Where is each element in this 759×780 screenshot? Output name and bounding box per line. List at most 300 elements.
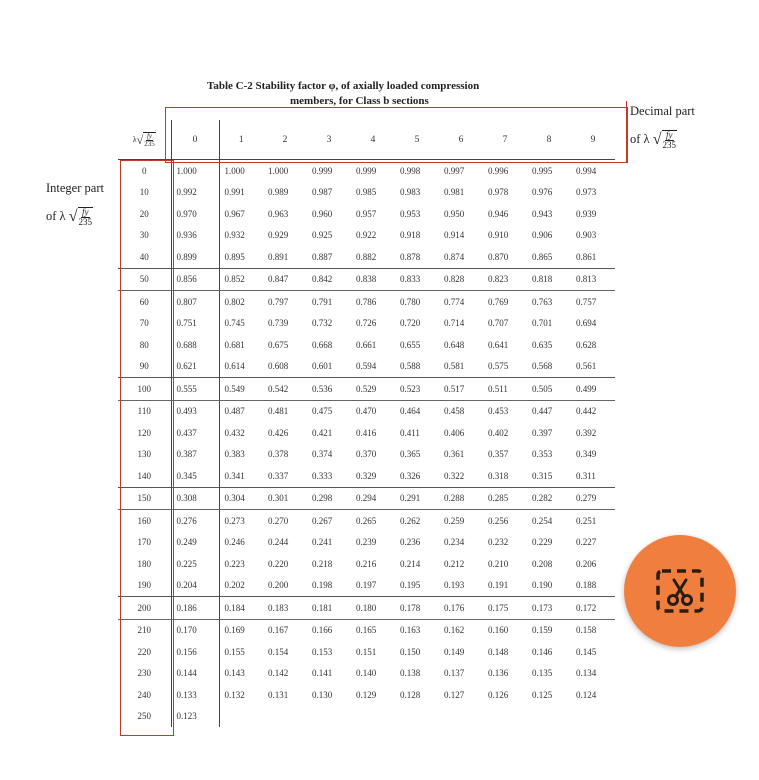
value-cell: 0.144 bbox=[171, 663, 219, 685]
value-cell: 0.298 bbox=[307, 487, 351, 510]
column-header-3: 3 bbox=[307, 120, 351, 160]
value-cell bbox=[351, 706, 395, 728]
value-cell: 0.852 bbox=[219, 268, 263, 291]
value-cell: 0.861 bbox=[576, 251, 597, 262]
value-cell: 0.188 bbox=[576, 580, 597, 591]
value-cell: 0.939 bbox=[576, 208, 597, 219]
value-cell: 0.294 bbox=[351, 487, 395, 510]
value-cell: 0.487 bbox=[224, 406, 245, 417]
value-cell: 0.985 bbox=[356, 187, 377, 198]
value-cell: 0.158 bbox=[576, 625, 597, 636]
value-cell: 0.365 bbox=[400, 449, 421, 460]
value-cell: 0.374 bbox=[312, 449, 333, 460]
value-cell: 0.402 bbox=[488, 427, 509, 438]
value-cell: 0.694 bbox=[576, 318, 597, 329]
value-cell: 0.635 bbox=[532, 339, 553, 350]
value-cell bbox=[307, 706, 351, 728]
row-key-cell: 220 bbox=[118, 641, 171, 663]
row-key-cell: 140 bbox=[118, 465, 171, 487]
column-header-2: 2 bbox=[263, 120, 307, 160]
value-cell: 0.232 bbox=[488, 537, 509, 548]
table-row bbox=[118, 619, 615, 641]
value-cell: 0.259 bbox=[444, 515, 465, 526]
value-cell: 0.833 bbox=[395, 268, 439, 291]
row-key-cell: 30 bbox=[118, 225, 171, 247]
value-cell: 1.000 bbox=[171, 160, 219, 182]
row-key-cell: 70 bbox=[118, 313, 171, 335]
value-cell: 0.333 bbox=[312, 470, 333, 481]
lambda-corner-cell: λ √ $\frac{fy}{235}$ bbox=[118, 120, 171, 160]
value-cell: 0.143 bbox=[224, 668, 245, 679]
value-cell: 0.432 bbox=[224, 427, 245, 438]
value-cell: 0.234 bbox=[444, 537, 465, 548]
value-cell: 0.774 bbox=[444, 296, 465, 307]
value-cell: 0.378 bbox=[268, 449, 289, 460]
value-cell: 0.701 bbox=[532, 318, 553, 329]
value-cell: 0.246 bbox=[224, 537, 245, 548]
value-cell: 0.675 bbox=[268, 339, 289, 350]
value-cell: 0.193 bbox=[444, 580, 465, 591]
row-key-cell: 110 bbox=[118, 400, 171, 422]
value-cell: 0.315 bbox=[532, 470, 553, 481]
value-cell: 0.150 bbox=[400, 646, 421, 657]
value-cell: 0.160 bbox=[488, 625, 509, 636]
value-cell: 0.929 bbox=[268, 230, 289, 241]
decimal-part-label: Decimal part bbox=[630, 104, 695, 118]
row-key-cell: 150 bbox=[118, 487, 171, 510]
value-cell: 0.141 bbox=[312, 668, 333, 679]
value-cell: 0.856 bbox=[171, 268, 219, 291]
table-row bbox=[118, 706, 615, 728]
value-cell: 0.311 bbox=[576, 470, 596, 481]
value-cell: 0.172 bbox=[571, 597, 615, 620]
value-cell: 0.493 bbox=[171, 400, 219, 422]
value-cell: 0.720 bbox=[400, 318, 421, 329]
value-cell: 0.688 bbox=[171, 334, 219, 356]
value-cell: 1.000 bbox=[263, 160, 307, 182]
value-cell: 0.505 bbox=[527, 378, 571, 401]
value-cell: 0.870 bbox=[488, 251, 509, 262]
value-cell: 0.176 bbox=[439, 597, 483, 620]
value-cell: 0.202 bbox=[224, 580, 245, 591]
value-cell: 0.218 bbox=[312, 558, 333, 569]
table-title-line2: members, for Class b sections bbox=[290, 95, 429, 107]
sqrt-formula: √ $\frac{fy}{235}$ bbox=[68, 207, 93, 227]
value-cell: 0.581 bbox=[444, 361, 465, 372]
value-cell: 0.191 bbox=[488, 580, 509, 591]
value-cell: 0.206 bbox=[576, 558, 597, 569]
value-cell: 0.668 bbox=[312, 339, 333, 350]
value-cell: 0.136 bbox=[488, 668, 509, 679]
screenshot-crop-button[interactable] bbox=[624, 535, 736, 647]
value-cell: 0.304 bbox=[219, 487, 263, 510]
value-cell: 0.732 bbox=[312, 318, 333, 329]
row-key-cell: 20 bbox=[118, 203, 171, 225]
value-cell: 0.828 bbox=[439, 268, 483, 291]
value-cell: 0.341 bbox=[224, 470, 245, 481]
value-cell: 0.159 bbox=[532, 625, 553, 636]
value-cell: 0.874 bbox=[444, 251, 465, 262]
value-cell bbox=[395, 706, 439, 728]
value-cell: 0.285 bbox=[483, 487, 527, 510]
value-cell: 0.195 bbox=[400, 580, 421, 591]
value-cell: 0.229 bbox=[532, 537, 553, 548]
value-cell: 0.967 bbox=[224, 208, 245, 219]
row-key-cell: 230 bbox=[118, 663, 171, 685]
value-cell: 0.437 bbox=[171, 422, 219, 444]
value-cell: 1.000 bbox=[219, 160, 263, 182]
value-cell: 0.138 bbox=[400, 668, 421, 679]
value-cell: 0.936 bbox=[171, 225, 219, 247]
value-cell: 0.387 bbox=[171, 444, 219, 466]
value-cell: 0.925 bbox=[312, 230, 333, 241]
value-cell: 0.996 bbox=[483, 160, 527, 182]
value-cell: 0.994 bbox=[571, 160, 615, 182]
value-cell: 0.891 bbox=[268, 251, 289, 262]
value-cell: 0.337 bbox=[268, 470, 289, 481]
value-cell: 0.608 bbox=[268, 361, 289, 372]
value-cell: 0.239 bbox=[356, 537, 377, 548]
value-cell: 0.910 bbox=[488, 230, 509, 241]
value-cell: 0.960 bbox=[312, 208, 333, 219]
table-row bbox=[118, 225, 615, 247]
value-cell: 0.270 bbox=[268, 515, 289, 526]
table-row bbox=[118, 291, 615, 313]
table-row bbox=[118, 160, 615, 182]
value-cell: 0.162 bbox=[444, 625, 465, 636]
table-row bbox=[118, 422, 615, 444]
value-cell: 0.173 bbox=[527, 597, 571, 620]
value-cell: 0.282 bbox=[527, 487, 571, 510]
value-cell bbox=[439, 706, 483, 728]
value-cell: 0.887 bbox=[312, 251, 333, 262]
value-cell: 0.999 bbox=[351, 160, 395, 182]
value-cell: 0.943 bbox=[532, 208, 553, 219]
value-cell: 0.464 bbox=[400, 406, 421, 417]
value-cell: 0.601 bbox=[312, 361, 333, 372]
value-cell: 0.797 bbox=[268, 296, 289, 307]
row-key-cell: 10 bbox=[118, 182, 171, 204]
row-key-cell: 60 bbox=[118, 291, 171, 313]
value-cell: 0.197 bbox=[356, 580, 377, 591]
value-cell: 0.575 bbox=[488, 361, 509, 372]
column-header-7: 7 bbox=[483, 120, 527, 160]
column-header-6: 6 bbox=[439, 120, 483, 160]
value-cell: 0.223 bbox=[224, 558, 245, 569]
value-cell: 0.279 bbox=[571, 487, 615, 510]
value-cell: 0.523 bbox=[395, 378, 439, 401]
value-cell: 0.739 bbox=[268, 318, 289, 329]
integer-lambda-formula: of λ √ $\frac{fy}{235}$ bbox=[46, 207, 93, 227]
column-header-4: 4 bbox=[351, 120, 395, 160]
value-cell: 0.170 bbox=[171, 619, 219, 641]
decimal-lambda-formula: of λ √ $\frac{fy}{235}$ bbox=[630, 130, 677, 150]
value-cell: 0.842 bbox=[307, 268, 351, 291]
row-key-cell: 130 bbox=[118, 444, 171, 466]
value-cell: 0.882 bbox=[356, 251, 377, 262]
table-row bbox=[118, 182, 615, 204]
table-row bbox=[118, 203, 615, 225]
value-cell: 0.236 bbox=[400, 537, 421, 548]
value-cell: 0.957 bbox=[356, 208, 377, 219]
value-cell bbox=[571, 706, 615, 728]
value-cell: 0.426 bbox=[268, 427, 289, 438]
value-cell: 0.542 bbox=[263, 378, 307, 401]
column-header-9: 9 bbox=[571, 120, 615, 160]
value-cell: 0.411 bbox=[400, 427, 420, 438]
value-cell: 0.970 bbox=[171, 203, 219, 225]
row-key-cell: 180 bbox=[118, 553, 171, 575]
value-cell: 0.648 bbox=[444, 339, 465, 350]
value-cell: 0.225 bbox=[171, 553, 219, 575]
value-cell: 0.475 bbox=[312, 406, 333, 417]
value-cell: 0.614 bbox=[224, 361, 245, 372]
value-cell: 0.308 bbox=[171, 487, 219, 510]
table-row bbox=[118, 246, 615, 268]
row-key-cell: 240 bbox=[118, 684, 171, 706]
value-cell: 0.273 bbox=[224, 515, 245, 526]
value-cell: 0.786 bbox=[356, 296, 377, 307]
value-cell: 0.807 bbox=[171, 291, 219, 313]
value-cell: 0.499 bbox=[571, 378, 615, 401]
column-header-1: 1 bbox=[219, 120, 263, 160]
value-cell: 0.818 bbox=[527, 268, 571, 291]
table-row bbox=[118, 641, 615, 663]
row-key-cell: 50 bbox=[118, 268, 171, 291]
value-cell: 0.186 bbox=[171, 597, 219, 620]
value-cell: 0.978 bbox=[488, 187, 509, 198]
value-cell: 0.987 bbox=[312, 187, 333, 198]
value-cell: 0.267 bbox=[312, 515, 333, 526]
row-key-cell: 160 bbox=[118, 510, 171, 532]
value-cell: 0.301 bbox=[263, 487, 307, 510]
value-cell: 0.345 bbox=[171, 465, 219, 487]
value-cell: 0.838 bbox=[351, 268, 395, 291]
value-cell: 0.992 bbox=[171, 182, 219, 204]
value-cell: 0.148 bbox=[488, 646, 509, 657]
value-cell: 0.262 bbox=[400, 515, 421, 526]
table-row bbox=[118, 510, 615, 532]
value-cell: 0.241 bbox=[312, 537, 333, 548]
value-cell: 0.555 bbox=[171, 378, 219, 401]
table-row bbox=[118, 575, 615, 597]
value-cell: 0.132 bbox=[224, 689, 245, 700]
value-cell: 0.588 bbox=[400, 361, 421, 372]
value-cell: 0.175 bbox=[483, 597, 527, 620]
row-key-cell: 200 bbox=[118, 597, 171, 620]
value-cell: 0.154 bbox=[268, 646, 289, 657]
value-cell: 0.123 bbox=[171, 706, 219, 728]
table-title bbox=[207, 79, 547, 109]
value-cell: 0.470 bbox=[356, 406, 377, 417]
value-cell: 0.453 bbox=[488, 406, 509, 417]
value-cell bbox=[483, 706, 527, 728]
value-cell: 0.140 bbox=[356, 668, 377, 679]
value-cell: 0.169 bbox=[224, 625, 245, 636]
value-cell: 0.995 bbox=[527, 160, 571, 182]
row-key-cell: 90 bbox=[118, 356, 171, 378]
row-key-cell: 80 bbox=[118, 334, 171, 356]
value-cell: 0.568 bbox=[532, 361, 553, 372]
value-cell: 0.227 bbox=[576, 537, 597, 548]
value-cell: 0.210 bbox=[488, 558, 509, 569]
row-key-cell: 210 bbox=[118, 619, 171, 641]
value-cell: 0.447 bbox=[532, 406, 553, 417]
value-cell bbox=[263, 706, 307, 728]
value-cell: 0.392 bbox=[576, 427, 597, 438]
value-cell: 0.322 bbox=[444, 470, 465, 481]
value-cell: 0.973 bbox=[576, 187, 597, 198]
row-key-cell: 0 bbox=[118, 160, 171, 182]
table-row bbox=[118, 553, 615, 575]
value-cell: 0.661 bbox=[356, 339, 377, 350]
value-cell: 0.621 bbox=[171, 356, 219, 378]
table-row bbox=[118, 597, 615, 620]
row-key-cell: 100 bbox=[118, 378, 171, 401]
value-cell: 0.932 bbox=[224, 230, 245, 241]
integer-part-label: Integer part bbox=[46, 181, 104, 195]
table-row bbox=[118, 400, 615, 422]
value-cell: 0.655 bbox=[400, 339, 421, 350]
value-cell: 0.946 bbox=[488, 208, 509, 219]
value-cell: 0.220 bbox=[268, 558, 289, 569]
value-cell: 0.714 bbox=[444, 318, 465, 329]
value-cell: 0.349 bbox=[576, 449, 597, 460]
value-cell: 0.183 bbox=[263, 597, 307, 620]
value-cell: 0.628 bbox=[576, 339, 597, 350]
value-cell: 0.865 bbox=[532, 251, 553, 262]
value-cell: 0.976 bbox=[532, 187, 553, 198]
value-cell: 0.458 bbox=[444, 406, 465, 417]
table-row bbox=[118, 663, 615, 685]
value-cell: 0.212 bbox=[444, 558, 465, 569]
table-row bbox=[118, 684, 615, 706]
table-header-row bbox=[118, 120, 615, 160]
value-cell: 0.914 bbox=[444, 230, 465, 241]
row-key-cell: 40 bbox=[118, 246, 171, 268]
value-cell: 0.791 bbox=[312, 296, 333, 307]
value-cell: 0.214 bbox=[400, 558, 421, 569]
value-cell: 0.963 bbox=[268, 208, 289, 219]
value-cell: 0.146 bbox=[532, 646, 553, 657]
value-cell: 0.204 bbox=[171, 575, 219, 597]
value-cell: 0.134 bbox=[576, 668, 597, 679]
value-cell: 0.361 bbox=[444, 449, 465, 460]
value-cell: 0.149 bbox=[444, 646, 465, 657]
value-cell: 0.769 bbox=[488, 296, 509, 307]
value-cell: 0.953 bbox=[400, 208, 421, 219]
column-header-5: 5 bbox=[395, 120, 439, 160]
value-cell: 0.751 bbox=[171, 313, 219, 335]
value-cell: 0.165 bbox=[356, 625, 377, 636]
value-cell: 0.288 bbox=[439, 487, 483, 510]
value-cell: 0.517 bbox=[439, 378, 483, 401]
value-cell: 0.981 bbox=[444, 187, 465, 198]
value-cell: 0.318 bbox=[488, 470, 509, 481]
value-cell: 0.131 bbox=[268, 689, 289, 700]
column-header-0: 0 bbox=[171, 120, 219, 160]
row-key-cell: 190 bbox=[118, 575, 171, 597]
value-cell: 0.707 bbox=[488, 318, 509, 329]
value-cell: 0.536 bbox=[307, 378, 351, 401]
value-cell: 0.847 bbox=[263, 268, 307, 291]
value-cell: 0.983 bbox=[400, 187, 421, 198]
column-header-8: 8 bbox=[527, 120, 571, 160]
value-cell: 0.163 bbox=[400, 625, 421, 636]
row-key-cell: 170 bbox=[118, 532, 171, 554]
value-cell: 0.129 bbox=[356, 689, 377, 700]
table-title-line1: Table C-2 Stability factor φ, of axially loaded compression bbox=[207, 80, 480, 92]
value-cell: 0.906 bbox=[532, 230, 553, 241]
value-cell: 0.357 bbox=[488, 449, 509, 460]
value-cell: 0.481 bbox=[268, 406, 289, 417]
value-cell: 0.549 bbox=[219, 378, 263, 401]
value-cell: 0.726 bbox=[356, 318, 377, 329]
value-cell: 0.216 bbox=[356, 558, 377, 569]
value-cell: 0.763 bbox=[532, 296, 553, 307]
table-row bbox=[118, 313, 615, 335]
value-cell: 0.999 bbox=[307, 160, 351, 182]
value-cell: 0.561 bbox=[576, 361, 597, 372]
value-cell: 0.130 bbox=[312, 689, 333, 700]
table-row bbox=[118, 378, 615, 401]
value-cell: 0.181 bbox=[307, 597, 351, 620]
value-cell: 0.276 bbox=[171, 510, 219, 532]
value-cell bbox=[527, 706, 571, 728]
value-cell: 0.421 bbox=[312, 427, 333, 438]
value-cell: 0.180 bbox=[351, 597, 395, 620]
table-row bbox=[118, 465, 615, 487]
value-cell: 0.127 bbox=[444, 689, 465, 700]
value-cell: 0.142 bbox=[268, 668, 289, 679]
table-row bbox=[118, 268, 615, 291]
value-cell: 0.681 bbox=[224, 339, 245, 350]
value-cell: 0.178 bbox=[395, 597, 439, 620]
value-cell: 0.128 bbox=[400, 689, 421, 700]
value-cell: 0.594 bbox=[356, 361, 377, 372]
value-cell: 0.416 bbox=[356, 427, 377, 438]
value-cell: 0.133 bbox=[171, 684, 219, 706]
value-cell: 0.244 bbox=[268, 537, 289, 548]
value-cell: 0.167 bbox=[268, 625, 289, 636]
value-cell: 0.155 bbox=[224, 646, 245, 657]
value-cell: 0.998 bbox=[395, 160, 439, 182]
value-cell: 0.153 bbox=[312, 646, 333, 657]
value-cell: 0.895 bbox=[224, 251, 245, 262]
value-cell: 0.151 bbox=[356, 646, 377, 657]
value-cell: 0.166 bbox=[312, 625, 333, 636]
value-cell: 0.802 bbox=[224, 296, 245, 307]
value-cell: 0.918 bbox=[400, 230, 421, 241]
table-row bbox=[118, 356, 615, 378]
row-key-cell: 250 bbox=[118, 706, 171, 728]
value-cell: 0.745 bbox=[224, 318, 245, 329]
value-cell: 0.757 bbox=[576, 296, 597, 307]
value-cell: 0.991 bbox=[224, 187, 245, 198]
table-row bbox=[118, 487, 615, 510]
value-cell: 0.997 bbox=[439, 160, 483, 182]
value-cell: 0.198 bbox=[312, 580, 333, 591]
value-cell: 0.406 bbox=[444, 427, 465, 438]
stability-factor-table bbox=[118, 120, 615, 727]
value-cell: 0.370 bbox=[356, 449, 377, 460]
value-cell bbox=[219, 706, 263, 728]
value-cell: 0.145 bbox=[576, 646, 597, 657]
table-row bbox=[118, 444, 615, 466]
value-cell: 0.641 bbox=[488, 339, 509, 350]
decimal-label-highlight bbox=[626, 101, 627, 163]
value-cell: 0.813 bbox=[571, 268, 615, 291]
